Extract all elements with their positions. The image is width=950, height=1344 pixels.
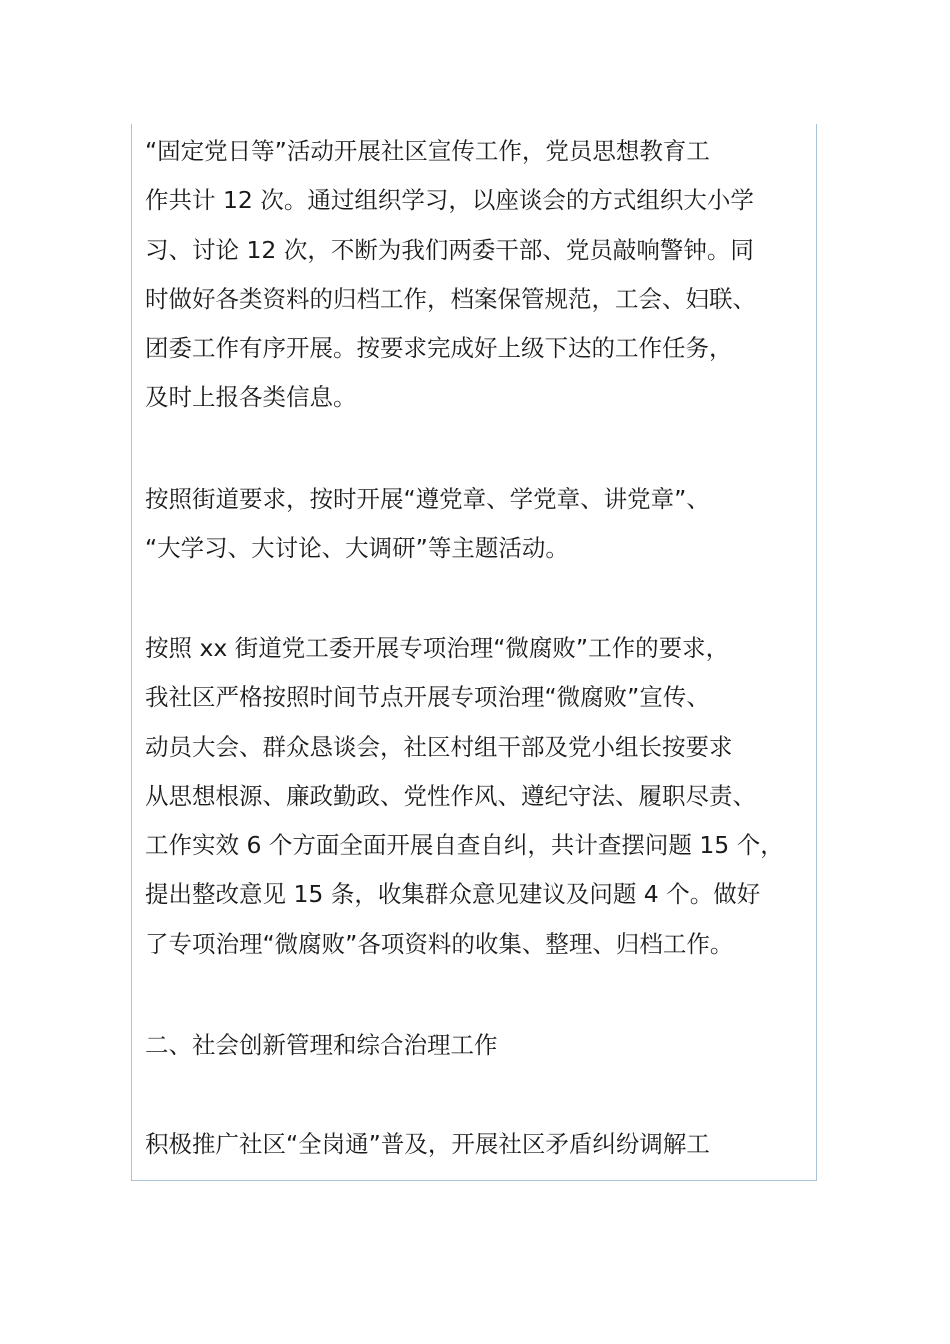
text-line: 工作实效 6 个方面全面开展自查自纠，共计查摆问题 15 个， [145,831,784,860]
text-line: 团委工作有序开展。按要求完成好上级下达的工作任务， [145,334,733,363]
paragraph-micro-corruption [145,624,813,969]
paragraph-theme-activities [145,475,813,574]
paragraph-party-education [145,127,813,423]
text-line: 习、讨论 12 次，不断为我们两委干部、党员敲响警钟。同 [145,235,754,264]
text-line: 按照 xx 街道党工委开展专项治理“微腐败”工作的要求， [145,634,730,662]
text-line: 动员大会、群众恳谈会，社区村组干部及党小组长按要求 [145,732,733,761]
text-line: 及时上报各类信息。 [145,383,357,412]
text-line: 积极推广社区“全岗通”普及，开展社区矛盾纠纷调解工 [145,1130,710,1158]
heading-text: 二、社会创新管理和综合治理工作 [145,1031,498,1059]
text-line: 从思想根源、廉政勤政、党性作风、遵纪守法、履职尽责、 [145,781,756,810]
text-line: “大学习、大讨论、大调研”等主题活动。 [145,534,569,563]
section-heading [145,1021,813,1070]
text-line: 按照街道要求，按时开展“遵党章、学党章、讲党章”、 [145,485,710,513]
paragraph-full-post [145,1120,813,1169]
text-line: 了专项治理“微腐败”各项资料的收集、整理、归档工作。 [145,929,734,958]
text-line: 时做好各类资料的归档工作，档案保管规范，工会、妇联、 [145,284,756,313]
text-line: 作共计 12 次。通过组织学习，以座谈会的方式组织大小学 [145,186,754,215]
text-line: “固定党日等”活动开展社区宣传工作，党员思想教育工 [145,137,710,165]
text-line: 我社区严格按照时间节点开展专项治理“微腐败”宣传、 [145,683,710,712]
text-line: 提出整改意见 15 条，收集群众意见建议及问题 4 个。做好 [145,880,761,909]
